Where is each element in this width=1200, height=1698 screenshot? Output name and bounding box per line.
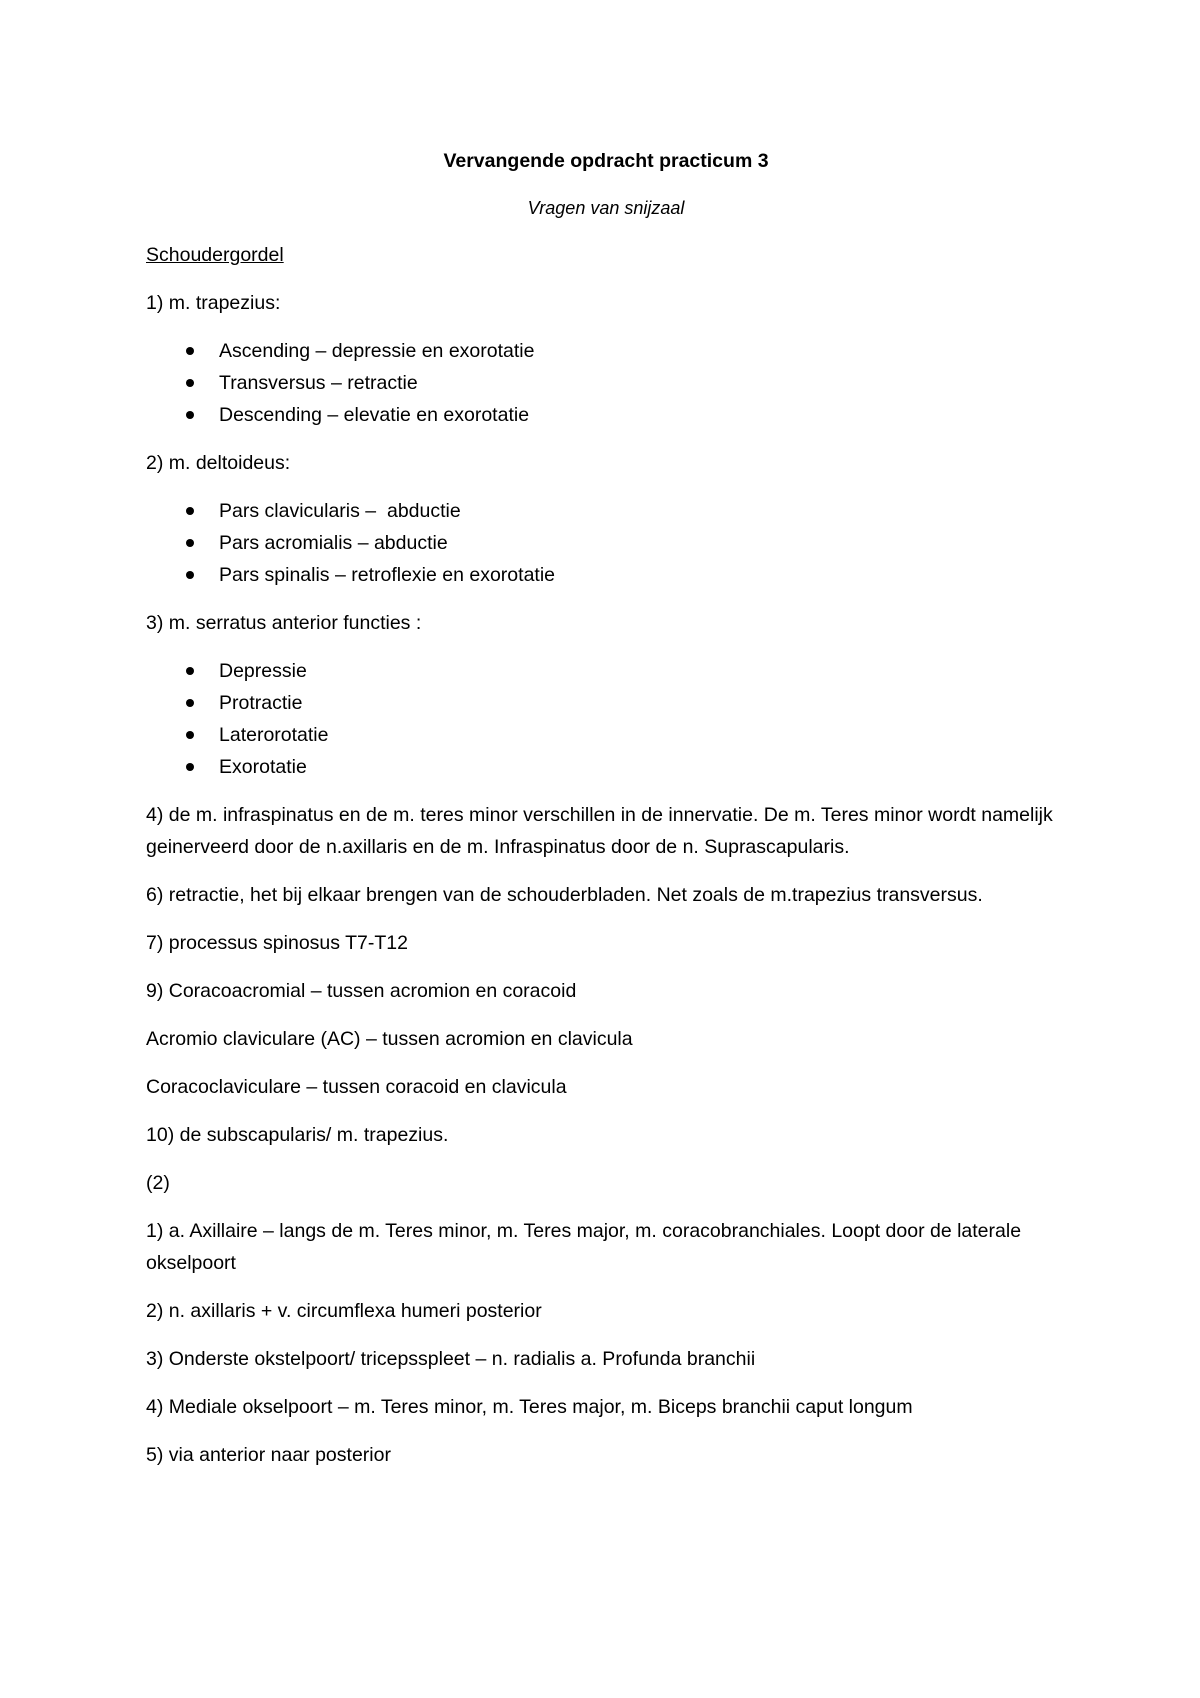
part-2-answer-2: 2) n. axillaris + v. circumflexa humeri posterior bbox=[146, 1300, 542, 1322]
answer-9-cc: Coracoclaviculare – tussen coracoid en clavicula bbox=[146, 1076, 567, 1098]
answer-4: 4) de m. infraspinatus en de m. teres minor verschillen in de innervatie. De m. Teres minor wordt namelijk geinerveerd door de n.axillaris en de m. Infraspinatus door de n. Suprascapularis. bbox=[146, 804, 1053, 858]
list-item-text: Pars acromialis – abductie bbox=[219, 532, 448, 554]
section-heading: Schoudergordel bbox=[146, 244, 284, 266]
list-item bbox=[146, 335, 1066, 367]
part-2-answer-4: 4) Mediale okselpoort – m. Teres minor, m. Teres major, m. Biceps branchii caput longum bbox=[146, 1396, 913, 1418]
part-2-answer-1: 1) a. Axillaire – langs de m. Teres minor, m. Teres major, m. coracobranchiales. Loopt door de laterale okselpoort bbox=[146, 1220, 1022, 1274]
list-item bbox=[146, 719, 1066, 751]
document-subtitle: Vragen van snijzaal bbox=[527, 198, 685, 218]
list-item-text: Pars spinalis – retroflexie en exorotatie bbox=[219, 564, 556, 586]
list-item bbox=[146, 399, 1066, 431]
bullet-icon bbox=[186, 731, 194, 739]
answer-7: 7) processus spinosus T7-T12 bbox=[146, 932, 408, 954]
list-item-text: Descending – elevatie en exorotatie bbox=[219, 404, 530, 426]
question-1-label: 1) m. trapezius: bbox=[146, 292, 281, 314]
list-item bbox=[146, 687, 1066, 719]
answer-9-ac: Acromio claviculare (AC) – tussen acromion en clavicula bbox=[146, 1028, 633, 1050]
question-1-list bbox=[146, 335, 1066, 431]
list-item-text: Pars clavicularis – abductie bbox=[219, 500, 461, 522]
list-item bbox=[146, 527, 1066, 559]
list-item-text: Laterorotatie bbox=[219, 724, 329, 746]
bullet-icon bbox=[186, 763, 194, 771]
list-item-text: Transversus – retractie bbox=[219, 372, 418, 394]
document-title: Vervangende opdracht practicum 3 bbox=[443, 150, 769, 172]
list-item bbox=[146, 655, 1066, 687]
list-item-text: Ascending – depressie en exorotatie bbox=[219, 340, 535, 362]
answer-6: 6) retractie, het bij elkaar brengen van de schouderbladen. Net zoals de m.trapezius transversus. bbox=[146, 884, 983, 906]
part-2-answer-3: 3) Onderste okstelpoort/ tricepsspleet – n. radialis a. Profunda branchii bbox=[146, 1348, 756, 1370]
list-item-text: Exorotatie bbox=[219, 756, 307, 778]
list-item bbox=[146, 751, 1066, 783]
bullet-icon bbox=[186, 667, 194, 675]
bullet-icon bbox=[186, 379, 194, 387]
question-2-label: 2) m. deltoideus: bbox=[146, 452, 291, 474]
answer-9: 9) Coracoacromial – tussen acromion en coracoid bbox=[146, 980, 577, 1002]
list-item-text: Protractie bbox=[219, 692, 303, 714]
bullet-icon bbox=[186, 571, 194, 579]
question-3-label: 3) m. serratus anterior functies : bbox=[146, 612, 422, 634]
question-3-list bbox=[146, 655, 1066, 783]
list-item bbox=[146, 559, 1066, 591]
document-content bbox=[146, 145, 1066, 1487]
bullet-icon bbox=[186, 411, 194, 419]
answer-10: 10) de subscapularis/ m. trapezius. bbox=[146, 1124, 449, 1146]
list-item bbox=[146, 367, 1066, 399]
list-item bbox=[146, 495, 1066, 527]
list-item-text: Depressie bbox=[219, 660, 307, 682]
part-2-label: (2) bbox=[146, 1172, 170, 1194]
part-2-answer-5: 5) via anterior naar posterior bbox=[146, 1444, 391, 1466]
bullet-icon bbox=[186, 699, 194, 707]
bullet-icon bbox=[186, 507, 194, 515]
bullet-icon bbox=[186, 347, 194, 355]
bullet-icon bbox=[186, 539, 194, 547]
question-2-list bbox=[146, 495, 1066, 591]
